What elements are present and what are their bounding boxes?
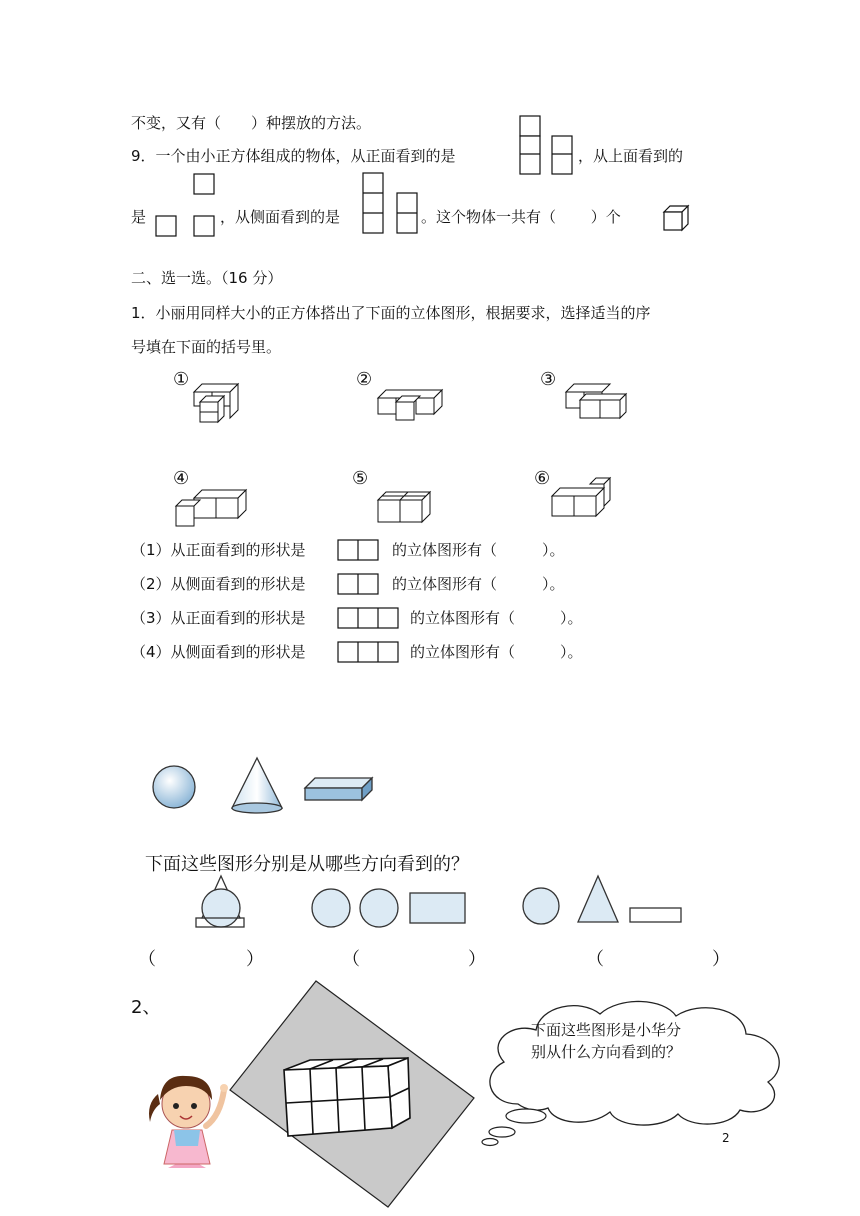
figure-label-5: ⑤: [352, 468, 369, 489]
section-2-q1-line1: 1．小丽用同样大小的正方体搭出了下面的立体图形，根据要求，选择适当的序: [131, 304, 651, 322]
q9-text-2: ，从上面看到的: [578, 147, 684, 165]
answer-bracket-3: （ ）: [586, 949, 730, 970]
cloud-text-line1: 下面这些图形是小华分: [531, 1021, 682, 1039]
question-2-label: 2、: [131, 997, 161, 1018]
sub-question-4-shape: [337, 641, 401, 665]
sub-question-3-shape: [337, 607, 401, 631]
q9-front-view-figure: [518, 114, 578, 178]
views-question: 下面这些图形分别是从哪些方向看到的？: [145, 854, 469, 875]
thought-cloud: [478, 994, 798, 1150]
cube-figure-1: [190, 384, 246, 428]
cube-figure-6: [550, 478, 614, 520]
sub-question-1-b: 的立体图形有（ ）。: [392, 541, 565, 559]
sphere-front-view: [194, 874, 250, 930]
q8-tail-text: 不变，又有（ ）种摆放的方法。: [131, 114, 372, 132]
circle-triangle-rectangle-view: [520, 872, 690, 928]
q9-text-1: 9．一个由小正方体组成的物体，从正面看到的是: [131, 147, 456, 165]
sub-question-2-shape: [337, 573, 381, 597]
q9-text-5: 。这个物体一共有（ ）个: [421, 208, 621, 226]
sphere-icon: [153, 766, 195, 808]
answer-bracket-2: （ ）: [342, 949, 486, 970]
section-2-q1-line2: 号填在下面的括号里。: [131, 338, 282, 356]
figure-label-2: ②: [356, 369, 373, 390]
sub-question-4-b: 的立体图形有（ ）。: [410, 643, 583, 661]
circles-and-rectangle-view: [310, 886, 470, 932]
sub-question-1-shape: [337, 539, 381, 563]
sub-question-2-b: 的立体图形有（ ）。: [392, 575, 565, 593]
small-cube-icon: [662, 204, 690, 232]
cuboid-grid-figure: [284, 1058, 410, 1136]
cube-figure-3: [564, 384, 630, 420]
girl-illustration: [128, 1060, 238, 1170]
answer-bracket-1: （ ）: [138, 949, 264, 970]
cube-figure-2: [376, 388, 446, 424]
figure-label-6: ⑥: [534, 468, 551, 489]
q9-text-4: ，从侧面看到的是: [220, 208, 341, 226]
sub-question-2-a: （2）从侧面看到的形状是: [131, 575, 306, 593]
sub-question-3-a: （3）从正面看到的形状是: [131, 609, 306, 627]
figure-label-4: ④: [173, 468, 190, 489]
gray-board: [228, 978, 478, 1210]
sub-question-1-a: （1）从正面看到的形状是: [131, 541, 306, 559]
q9-text-3: 是: [131, 208, 147, 226]
cube-figure-4: [174, 490, 250, 528]
q9-top-view-figure: [154, 172, 220, 238]
cuboid-icon: [305, 778, 372, 800]
section-2-title: 二、选一选。（16 分）: [131, 269, 283, 287]
page-number: 2: [722, 1131, 730, 1145]
sub-question-3-b: 的立体图形有（ ）。: [410, 609, 583, 627]
sub-question-4-a: （4）从侧面看到的形状是: [131, 643, 306, 661]
cloud-text-line2: 别从什么方向看到的？: [531, 1043, 682, 1061]
cube-figure-5: [376, 490, 434, 526]
cone-icon: [232, 758, 282, 813]
solids-illustration: [140, 750, 440, 820]
figure-label-1: ①: [173, 369, 190, 390]
figure-label-3: ③: [540, 369, 557, 390]
q9-side-view-figure: [361, 171, 421, 237]
